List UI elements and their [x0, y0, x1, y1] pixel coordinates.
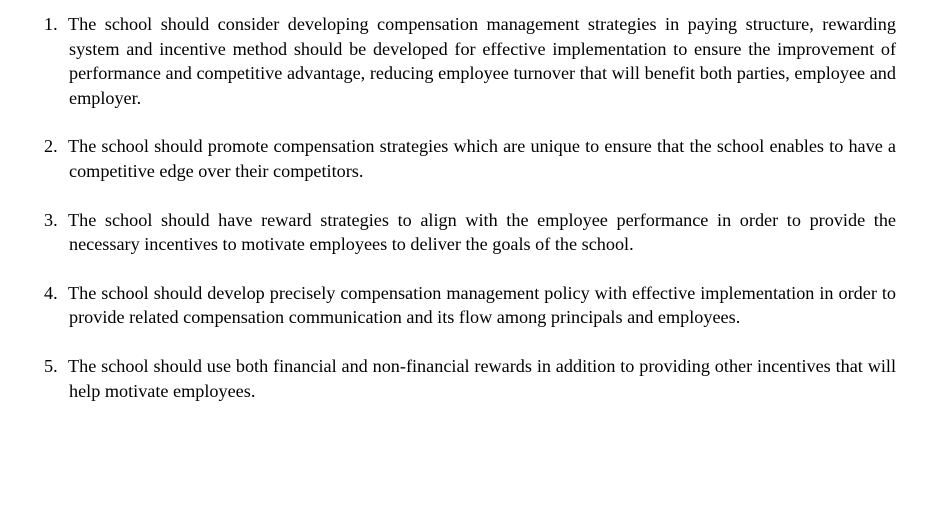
list-item: [44, 354, 896, 403]
item-text: The school should use both financial and non-financial rewards in addition to providing other incentives that will help motivate employees.: [68, 355, 896, 401]
list-item: [44, 281, 896, 330]
recommendations-list: [44, 12, 896, 403]
list-item: [44, 208, 896, 257]
item-text: The school should have reward strategies to align with the employee performance in order to provide the necessary incentives to motivate employees to deliver the goals of the school.: [68, 209, 896, 255]
list-item: [44, 12, 896, 110]
item-number: 3.: [44, 209, 58, 230]
item-text: The school should consider developing compensation management strategies in paying structure, rewarding system and incentive method should be developed for effective implementation to ensure the improvement of performance and competitive advantage, reducing employee turnover that will benefit both parties, employee and employer.: [68, 14, 896, 108]
item-number: 2.: [44, 136, 58, 157]
list-item: [44, 134, 896, 183]
item-number: 5.: [44, 355, 58, 376]
item-text: The school should promote compensation strategies which are unique to ensure that the school enables to have a competitive edge over their competitors.: [68, 136, 896, 181]
item-number: 4.: [44, 282, 58, 303]
item-number: 1.: [44, 14, 58, 34]
item-text: The school should develop precisely compensation management policy with effective implementation in order to provide related compensation communication and its flow among principals and employees.: [68, 282, 896, 328]
